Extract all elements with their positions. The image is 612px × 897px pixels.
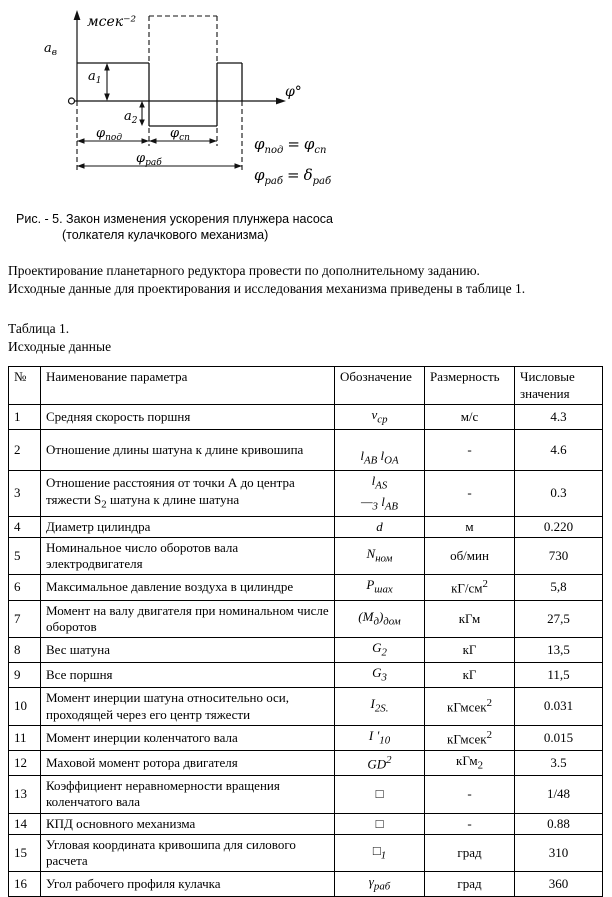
- table-body: [9, 404, 603, 897]
- cell-name: Момент на валу двигателя при номинальном числе оборотов: [41, 600, 335, 638]
- cell-unit: $кГ/см^2$: [425, 575, 515, 600]
- table-row: [9, 776, 603, 814]
- cell-unit: м: [425, 516, 515, 537]
- cell-symbol: $(М_д)_{дом}$: [335, 600, 425, 638]
- cell-value: 0.015: [515, 725, 603, 750]
- cell-unit: кГм$_2$: [425, 750, 515, 775]
- figure-caption: [16, 211, 612, 244]
- cell-value: 0.88: [515, 813, 603, 834]
- cell-unit: кГмсек$^2$: [425, 725, 515, 750]
- table-row: [9, 663, 603, 688]
- label-phi-rab: $\varphi_{раб}$: [136, 151, 162, 168]
- table-row: [9, 575, 603, 600]
- cell-value: 3.5: [515, 750, 603, 775]
- cell-unit: град: [425, 834, 515, 872]
- cell-symbol: $GD^2$: [335, 750, 425, 775]
- label-phi-pod: $\varphi_{под}$: [96, 126, 123, 143]
- cell-symbol: $N_{ном}$: [335, 537, 425, 575]
- cell-num: 13: [9, 776, 41, 814]
- cell-num: 5: [9, 537, 41, 575]
- table-row: [9, 600, 603, 638]
- cell-value: 5,8: [515, 575, 603, 600]
- cell-symbol: $G_3$: [335, 663, 425, 688]
- cell-value: 11,5: [515, 663, 603, 688]
- table-caption-line2: Исходные данные: [8, 339, 112, 355]
- cell-num: 8: [9, 638, 41, 663]
- cell-name: Максимальное давление воздуха в цилиндре: [41, 575, 335, 600]
- table-row: [9, 537, 603, 575]
- cell-name: Средняя скорость поршня: [41, 404, 335, 429]
- figure-caption-line2: (толкателя кулачкового механизма): [62, 228, 269, 243]
- cell-num: 7: [9, 600, 41, 638]
- cell-symbol: d: [335, 516, 425, 537]
- figure-caption-line1: Рис. - 5. Закон изменения ускорения плунжера насоса: [16, 212, 333, 226]
- table-row: [9, 813, 603, 834]
- cell-symbol: I $'_{10}$: [335, 725, 425, 750]
- cell-symbol: $\gamma_{раб}$: [335, 872, 425, 897]
- cell-num: 15: [9, 834, 41, 872]
- cell-value: 4.3: [515, 404, 603, 429]
- cell-unit: об/мин: [425, 537, 515, 575]
- cell-value: 27,5: [515, 600, 603, 638]
- cell-name: Момент инерции коленчатого вала: [41, 725, 335, 750]
- cell-unit: кГм: [425, 600, 515, 638]
- cell-name: Коэффициент неравномерности вращения коленчатого вала: [41, 776, 335, 814]
- table-row: [9, 638, 603, 663]
- cell-symbol: $I_{2S.}$: [335, 688, 425, 726]
- cell-unit: м/с: [425, 404, 515, 429]
- cell-name: Диаметр цилиндра: [41, 516, 335, 537]
- cell-name: Маховой момент ротора двигателя: [41, 750, 335, 775]
- cell-unit: -: [425, 776, 515, 814]
- col-header-unit: Размерность: [425, 367, 515, 405]
- cell-name: КПД основного механизма: [41, 813, 335, 834]
- x-axis-label: φ°: [285, 84, 302, 100]
- cell-name: Угловая координата кривошипа для силового расчета: [41, 834, 335, 872]
- cell-num: 11: [9, 725, 41, 750]
- dimension-a2: [124, 101, 145, 126]
- cell-symbol: □: [335, 813, 425, 834]
- cell-num: 12: [9, 750, 41, 775]
- origin-point: [69, 98, 75, 104]
- cell-unit: -: [425, 471, 515, 516]
- label-phi-sp: $\varphi_{сп}$: [170, 126, 190, 143]
- intro-line1: Проектирование планетарного редуктора провести по дополнительному заданию.: [8, 262, 480, 278]
- cell-value: 730: [515, 537, 603, 575]
- cell-symbol: $□_1$: [335, 834, 425, 872]
- cell-name: Все поршня: [41, 663, 335, 688]
- cell-unit: -: [425, 430, 515, 471]
- cell-name: Момент инерции шатуна относительно оси, проходящей через его центр тяжести: [41, 688, 335, 726]
- intro-paragraph: [8, 262, 604, 298]
- equation-phi-pod-eq-phi-sp: $\varphi_{под} = \varphi_{сп}$: [254, 135, 327, 156]
- table-row: [9, 471, 603, 516]
- y-axis-label: мсек⁻²: [87, 14, 137, 30]
- table-caption: [8, 320, 612, 356]
- cell-num: 2: [9, 430, 41, 471]
- cell-num: 16: [9, 872, 41, 897]
- cell-name: Отношение расстояния от точки А до центра тяжести $S_2$ шатуна к длине шатуна: [41, 471, 335, 516]
- input-data-table: [8, 366, 603, 897]
- cell-value: 0.3: [515, 471, 603, 516]
- dimension-phi-pod-sp: [77, 126, 217, 144]
- cell-num: 3: [9, 471, 41, 516]
- document-page: [0, 6, 612, 897]
- dimension-a1: [88, 63, 110, 101]
- cell-unit: кГмсек$^2$: [425, 688, 515, 726]
- label-a-v: $a_в$: [44, 41, 58, 58]
- label-a2: $a_2$: [124, 109, 138, 126]
- table-caption-line1: Таблица 1.: [8, 320, 70, 336]
- cell-name: Отношение длины шатуна к длине кривошипа: [41, 430, 335, 471]
- cell-num: 14: [9, 813, 41, 834]
- table-header: [9, 367, 603, 405]
- table-row: [9, 516, 603, 537]
- acceleration-curve: [77, 63, 242, 126]
- table-row: [9, 834, 603, 872]
- intro-line2: Исходные данные для проектирования и исследования механизма приведены в таблице 1.: [8, 280, 526, 296]
- cell-name: Вес шатуна: [41, 638, 335, 663]
- cell-value: 4.6: [515, 430, 603, 471]
- cell-symbol: □: [335, 776, 425, 814]
- cell-value: 360: [515, 872, 603, 897]
- table-row: [9, 688, 603, 726]
- dimension-phi-rab: [77, 151, 242, 169]
- cell-symbol: $l_{AB}$ $l_{OA}$: [335, 430, 425, 471]
- table-row: [9, 725, 603, 750]
- cell-symbol: $l_{AS}$ $—_3$ $l_{AB}$: [335, 471, 425, 516]
- col-header-value: Числовые значения: [515, 367, 603, 405]
- figure-5-plot: [30, 6, 390, 198]
- cell-value: 1/48: [515, 776, 603, 814]
- cell-num: 6: [9, 575, 41, 600]
- cell-unit: град: [425, 872, 515, 897]
- col-header-symbol: Обозначение: [335, 367, 425, 405]
- cell-value: 0.220: [515, 516, 603, 537]
- cell-unit: кГ: [425, 638, 515, 663]
- cell-name: Номинальное число оборотов вала электродвигателя: [41, 537, 335, 575]
- figure-5: [30, 6, 612, 203]
- cell-unit: -: [425, 813, 515, 834]
- cell-num: 4: [9, 516, 41, 537]
- table-row: [9, 872, 603, 897]
- cell-num: 10: [9, 688, 41, 726]
- cell-value: 310: [515, 834, 603, 872]
- col-header-name: Наименование параметра: [41, 367, 335, 405]
- cell-unit: кГ: [425, 663, 515, 688]
- label-a1: $a_1$: [88, 69, 102, 86]
- table-row: [9, 750, 603, 775]
- table-row: [9, 430, 603, 471]
- cell-num: 1: [9, 404, 41, 429]
- cell-symbol: $v_{ср}$: [335, 404, 425, 429]
- cell-num: 9: [9, 663, 41, 688]
- equation-phi-rab-eq-delta-rab: $\varphi_{раб} = \delta_{раб}$: [254, 166, 332, 187]
- col-header-num: №: [9, 367, 41, 405]
- cell-symbol: $P_{шах}$: [335, 575, 425, 600]
- cell-value: 13,5: [515, 638, 603, 663]
- table-header-row: [9, 367, 603, 405]
- cell-symbol: $G_2$: [335, 638, 425, 663]
- cell-name: Угол рабочего профиля кулачка: [41, 872, 335, 897]
- table-row: [9, 404, 603, 429]
- cell-value: 0.031: [515, 688, 603, 726]
